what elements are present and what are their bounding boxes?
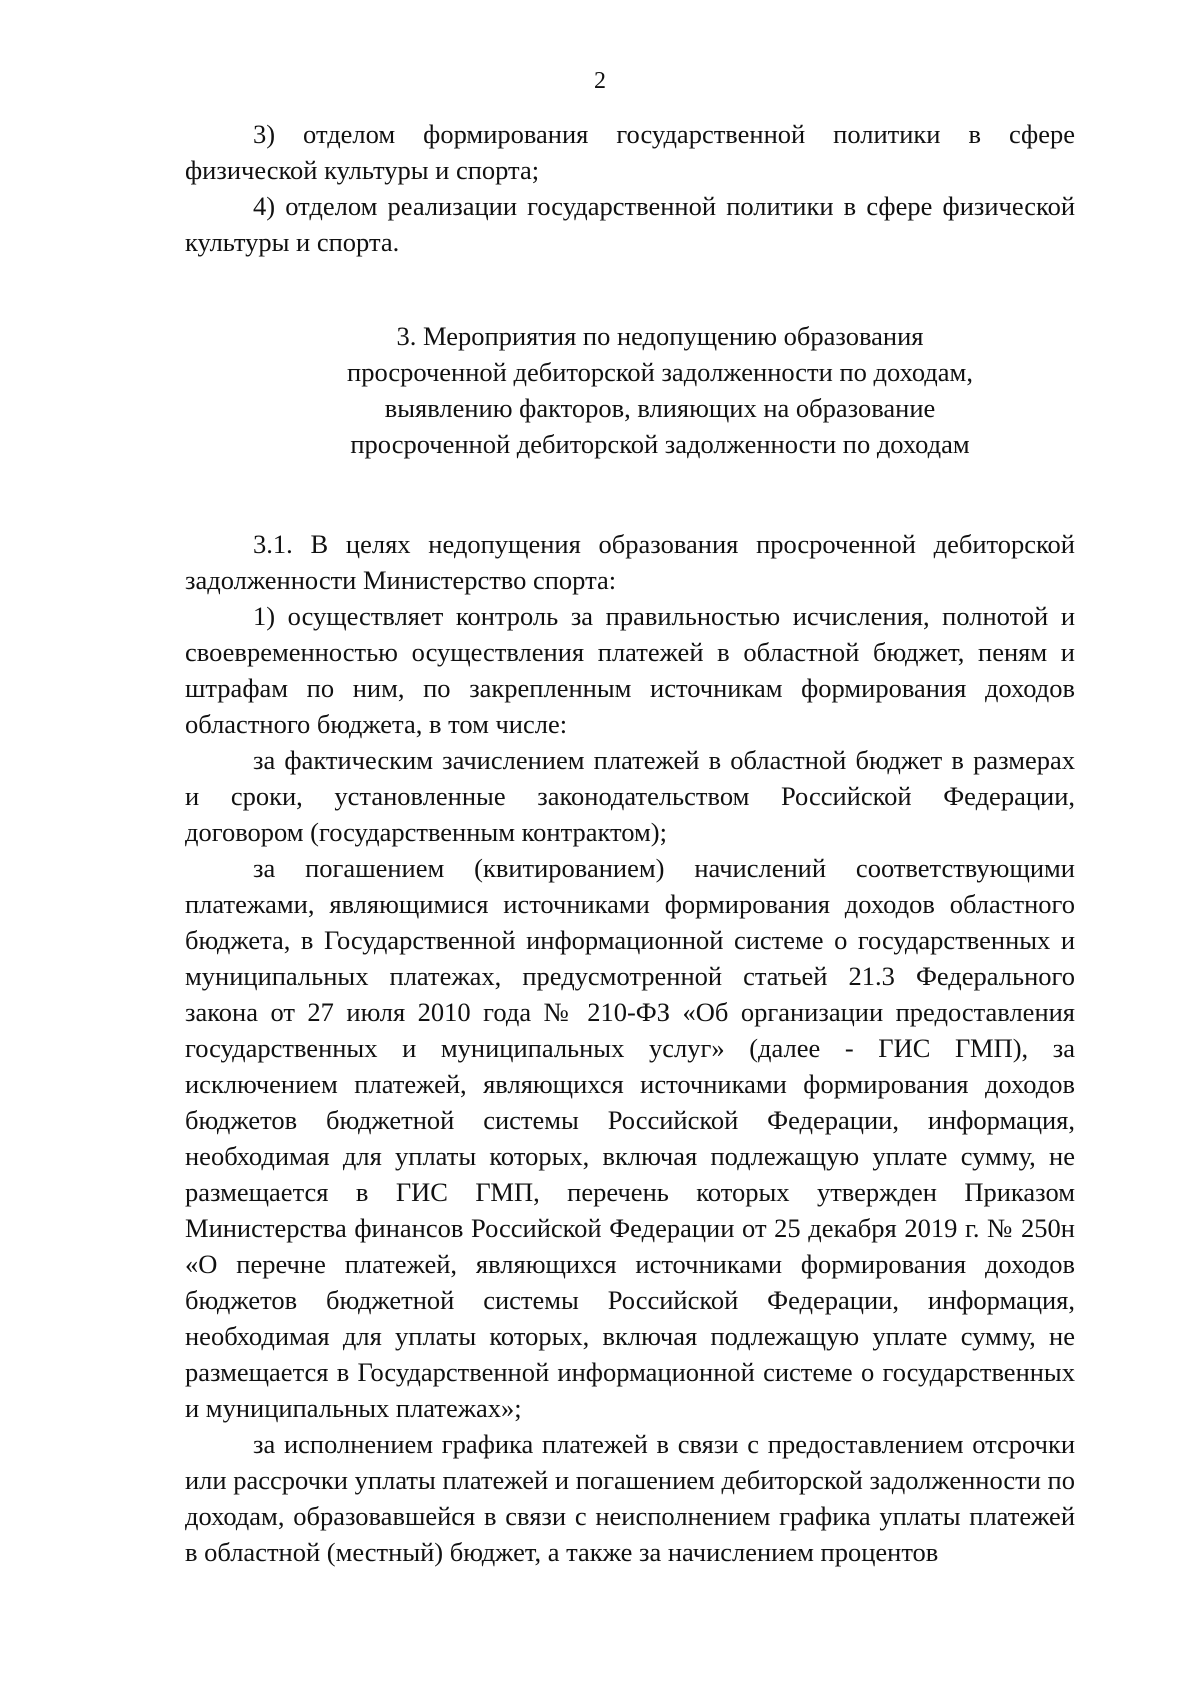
paragraph-item-1: 1) осуществляет контроль за правильностью исчисления, полнотой и своевременностью осуществления платежей в областной бюджет, пеням и штрафам по ним, по закрепленным источникам формирования доходов областного бюджета, в том числе: bbox=[185, 601, 1075, 739]
paragraph-payment-schedule: за исполнением графика платежей в связи с предоставлением отсрочки или рассрочки уплаты платежей и погашением дебиторской задолженности по доходам, образовавшейся в связи с неисполнением графика уплаты платежей в областной (местный) бюджет, а также за начислением процентов bbox=[185, 1429, 1075, 1567]
section-heading: 3. Мероприятия по недопущению образования просроченной дебиторской задолженности по доходам, выявлению факторов, влияющих на образование просроченной дебиторской задолженности по доходам bbox=[347, 321, 973, 459]
list-item-4: 4) отделом реализации государственной политики в сфере физической культуры и спорта. bbox=[185, 191, 1075, 257]
paragraph-3-1: 3.1. В целях недопущения образования просроченной дебиторской задолженности Министерство спорта: bbox=[185, 529, 1075, 595]
page-number: 2 bbox=[594, 68, 606, 94]
paragraph-quittance: за погашением (квитированием) начислений соответствующими платежами, являющимися источниками формирования доходов областного бюджета, в Государственной информационной системе о государственных и муниципальных платежах, предусмотренной статьей 21.3 Федерального закона от 27 июля 2010 года № 210-ФЗ «Об организации предоставления государственных и муниципальных услуг» (далее - ГИС ГМП), за исключением платежей, являющихся источниками формирования доходов бюджетов бюджетной системы Российской Федерации, информация, необходимая для уплаты которых, включая подлежащую уплате сумму, не размещается в ГИС ГМП, перечень которых утвержден Приказом Министерства финансов Российской Федерации от 25 декабря 2019 г. № 250н «О перечне платежей, являющихся источниками формирования доходов бюджетов бюджетной системы Российской Федерации, информация, необходимая для уплаты которых, включая подлежащую уплате сумму, не размещается в Государственной информационной системе о государственных и муниципальных платежах»; bbox=[185, 853, 1075, 1423]
document-body bbox=[185, 116, 1075, 1570]
section-heading-block bbox=[185, 318, 1075, 462]
list-item-3: 3) отделом формирования государственной политики в сфере физической культуры и спорта; bbox=[185, 119, 1075, 185]
paragraph-actual-crediting: за фактическим зачислением платежей в областной бюджет в размерах и сроки, установленные законодательством Российской Федерации, договором (государственным контрактом); bbox=[185, 745, 1075, 847]
